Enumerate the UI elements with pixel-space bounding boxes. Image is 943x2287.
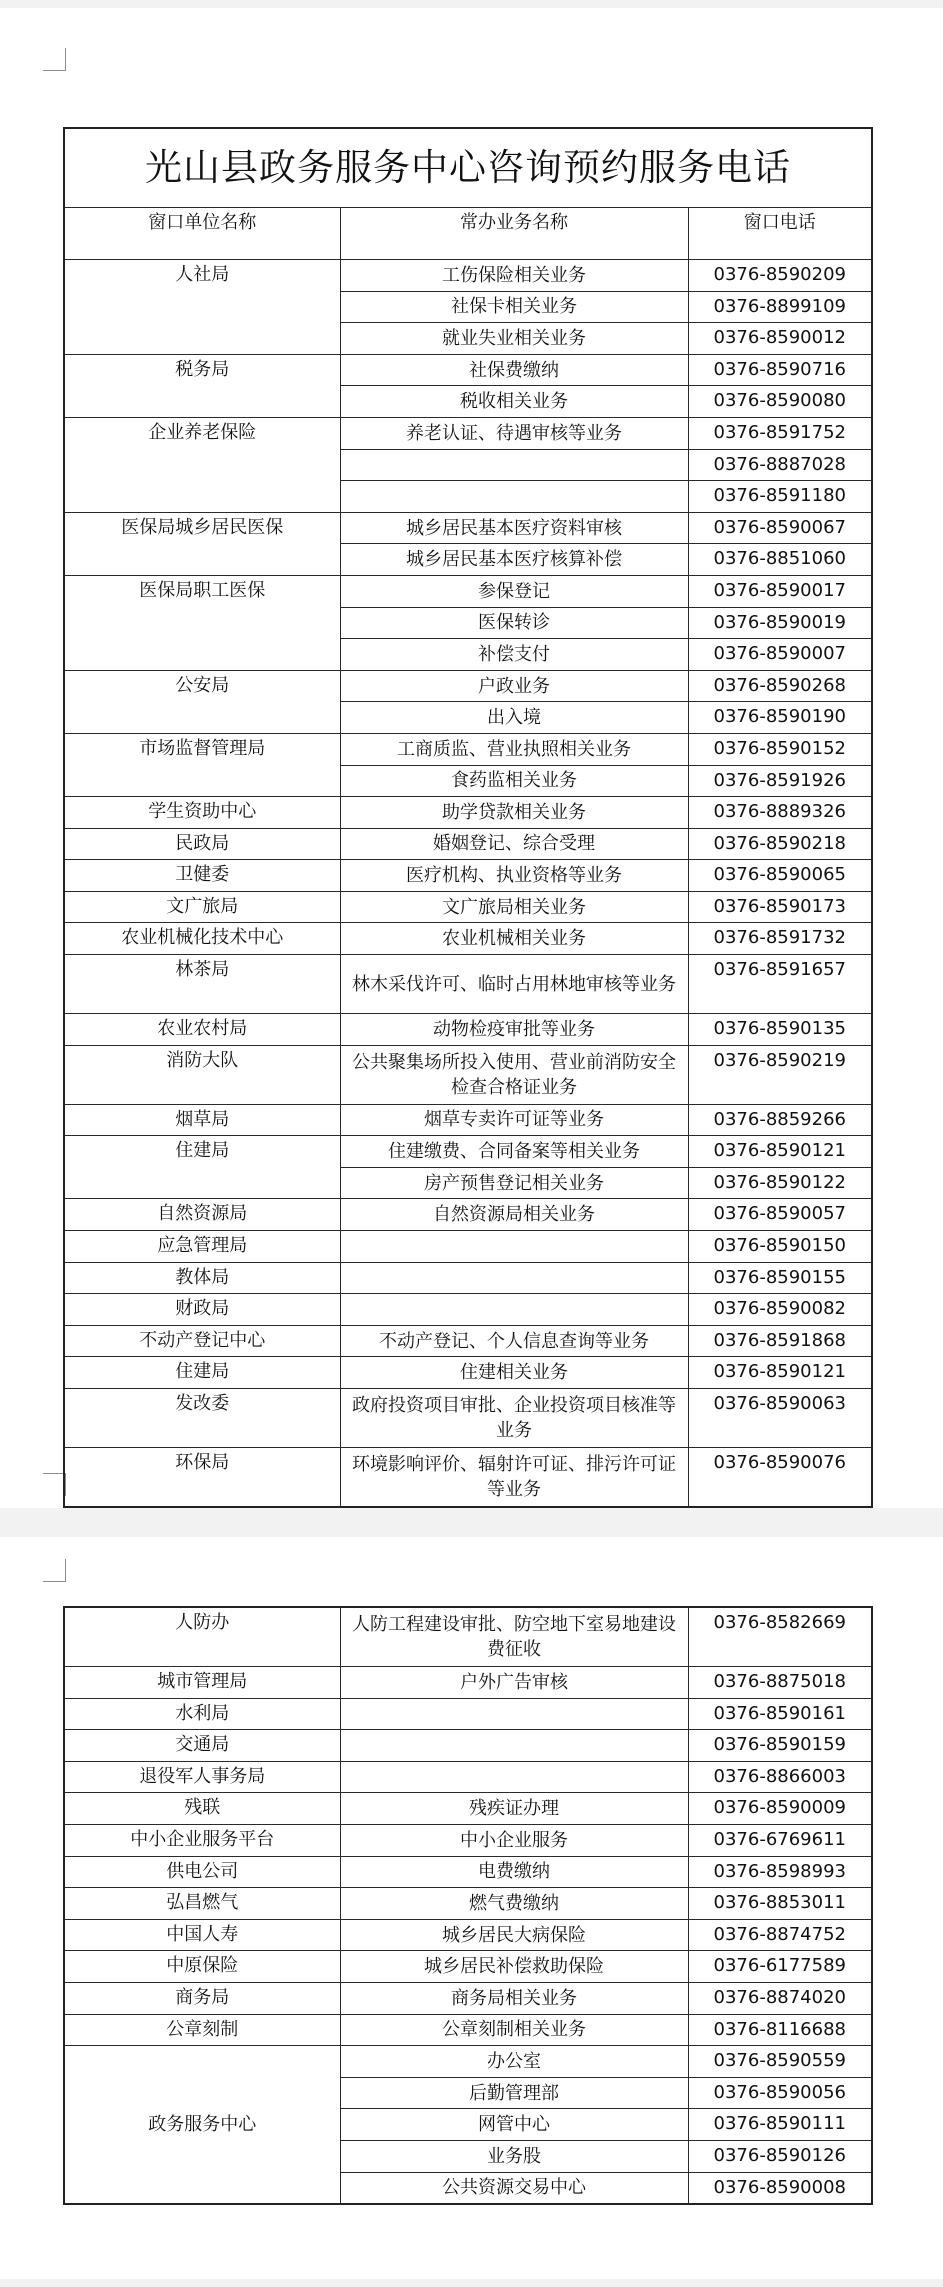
- service-name-cell: 公章刻制相关业务: [340, 2014, 688, 2046]
- phone-number-cell: 0376-8590218: [688, 828, 872, 860]
- phone-number-cell: 0376-8590161: [688, 1698, 872, 1730]
- phone-number-cell: 0376-8591926: [688, 765, 872, 797]
- service-name-cell: 工伤保险相关业务: [340, 260, 688, 292]
- table-row: [64, 2014, 872, 2046]
- table-row: [64, 1730, 872, 1762]
- table-row: [64, 260, 872, 292]
- table-row: [64, 1607, 872, 1667]
- service-name-cell: 环境影响评价、辐射许可证、排污许可证等业务: [340, 1448, 688, 1508]
- unit-name-cell: 消防大队: [64, 1045, 340, 1104]
- table-row: [64, 575, 872, 607]
- phone-number-cell: 0376-8598993: [688, 1856, 872, 1888]
- service-name-cell: 参保登记: [340, 575, 688, 607]
- unit-name-cell: 农业机械化技术中心: [64, 923, 340, 955]
- unit-name-cell: 企业养老保险: [64, 417, 340, 512]
- table-row: [64, 860, 872, 892]
- table-row: [64, 1325, 872, 1357]
- phone-number-cell: 0376-8591657: [688, 955, 872, 1014]
- table-row: [64, 1919, 872, 1951]
- unit-name-cell: 自然资源局: [64, 1199, 340, 1231]
- service-name-cell: [340, 449, 688, 481]
- service-name-cell: 城乡居民补偿救助保险: [340, 1951, 688, 1983]
- phone-number-cell: 0376-8887028: [688, 449, 872, 481]
- page-corner-mark: [43, 48, 66, 71]
- unit-name-cell: 环保局: [64, 1448, 340, 1508]
- phone-number-cell: 0376-8590209: [688, 260, 872, 292]
- phone-number-cell: 0376-8591732: [688, 923, 872, 955]
- unit-name-cell: 卫健委: [64, 860, 340, 892]
- table-row: [64, 1136, 872, 1168]
- page-corner-mark: [43, 1559, 66, 1582]
- service-name-cell: 公共资源交易中心: [340, 2172, 688, 2204]
- service-name-cell: 食药监相关业务: [340, 765, 688, 797]
- phone-number-cell: 0376-8590152: [688, 733, 872, 765]
- phone-number-cell: 0376-8590121: [688, 1357, 872, 1389]
- unit-name-cell: 农业农村局: [64, 1014, 340, 1046]
- table-row: [64, 1389, 872, 1448]
- phone-number-cell: 0376-8590065: [688, 860, 872, 892]
- service-name-cell: 林木采伐许可、临时占用林地审核等业务: [340, 955, 688, 1014]
- service-name-cell: 商务局相关业务: [340, 1982, 688, 2014]
- service-name-cell: [340, 1262, 688, 1294]
- unit-name-cell: 医保局职工医保: [64, 575, 340, 670]
- table-row: [64, 733, 872, 765]
- phone-number-cell: 0376-8590017: [688, 575, 872, 607]
- service-name-cell: [340, 1294, 688, 1326]
- table-row: [64, 1014, 872, 1046]
- service-name-cell: 公共聚集场所投入使用、营业前消防安全检查合格证业务: [340, 1045, 688, 1104]
- unit-name-cell: 文广旅局: [64, 891, 340, 923]
- phone-number-cell: 0376-8875018: [688, 1667, 872, 1699]
- service-name-cell: 医保转诊: [340, 607, 688, 639]
- service-name-cell: 城乡居民基本医疗核算补偿: [340, 544, 688, 576]
- service-name-cell: 政府投资项目审批、企业投资项目核准等业务: [340, 1389, 688, 1448]
- phone-number-cell: 0376-8590009: [688, 1793, 872, 1825]
- phone-number-cell: 0376-8590063: [688, 1389, 872, 1448]
- service-name-cell: 社保卡相关业务: [340, 291, 688, 323]
- service-name-cell: 医疗机构、执业资格等业务: [340, 860, 688, 892]
- unit-name-cell: 残联: [64, 1793, 340, 1825]
- unit-name-cell: 中原保险: [64, 1951, 340, 1983]
- service-name-cell: 婚姻登记、综合受理: [340, 828, 688, 860]
- service-name-cell: 住建缴费、合同备案等相关业务: [340, 1136, 688, 1168]
- unit-name-cell: 烟草局: [64, 1104, 340, 1136]
- phone-number-cell: 0376-8590173: [688, 891, 872, 923]
- phone-number-cell: 0376-8866003: [688, 1761, 872, 1793]
- page-title: 光山县政务服务中心咨询预约服务电话: [64, 128, 872, 208]
- service-name-cell: 就业失业相关业务: [340, 323, 688, 355]
- phone-number-cell: 0376-8889326: [688, 797, 872, 829]
- phone-number-cell: 0376-8116688: [688, 2014, 872, 2046]
- unit-name-cell: 民政局: [64, 828, 340, 860]
- phone-number-cell: 0376-8590111: [688, 2109, 872, 2141]
- phone-number-cell: 0376-8851060: [688, 544, 872, 576]
- phone-number-cell: 0376-8590716: [688, 354, 872, 386]
- phone-number-cell: 0376-8590159: [688, 1730, 872, 1762]
- unit-name-cell: 税务局: [64, 354, 340, 417]
- unit-name-cell: 财政局: [64, 1294, 340, 1326]
- unit-name-cell: 供电公司: [64, 1856, 340, 1888]
- phone-number-cell: 0376-8899109: [688, 291, 872, 323]
- unit-name-cell: 中国人寿: [64, 1919, 340, 1951]
- unit-name-cell: 人社局: [64, 260, 340, 355]
- phone-number-cell: 0376-8590056: [688, 2077, 872, 2109]
- unit-name-cell: 不动产登记中心: [64, 1325, 340, 1357]
- unit-name-cell: 公章刻制: [64, 2014, 340, 2046]
- service-phone-table-continued: [63, 1606, 873, 2205]
- table-row: [64, 923, 872, 955]
- service-name-cell: 城乡居民大病保险: [340, 1919, 688, 1951]
- table-row: [64, 1951, 872, 1983]
- table-row: [64, 1104, 872, 1136]
- service-name-cell: 烟草专卖许可证等业务: [340, 1104, 688, 1136]
- unit-name-cell: 公安局: [64, 670, 340, 733]
- phone-number-cell: 0376-8590080: [688, 386, 872, 418]
- unit-name-cell: 政务服务中心: [64, 2046, 340, 2204]
- phone-number-cell: 0376-8590155: [688, 1262, 872, 1294]
- service-name-cell: [340, 1231, 688, 1263]
- phone-number-cell: 0376-8590008: [688, 2172, 872, 2204]
- table-header-row: [64, 208, 872, 260]
- unit-name-cell: 住建局: [64, 1136, 340, 1199]
- table-row: [64, 797, 872, 829]
- phone-number-cell: 0376-8590121: [688, 1136, 872, 1168]
- phone-number-cell: 0376-8874020: [688, 1982, 872, 2014]
- table-row: [64, 354, 872, 386]
- table-row: [64, 1448, 872, 1508]
- phone-number-cell: 0376-8590012: [688, 323, 872, 355]
- unit-name-cell: 水利局: [64, 1698, 340, 1730]
- unit-name-cell: 交通局: [64, 1730, 340, 1762]
- service-name-cell: [340, 481, 688, 513]
- phone-number-cell: 0376-8590126: [688, 2140, 872, 2172]
- table-row: [64, 1262, 872, 1294]
- phone-number-cell: 0376-8590150: [688, 1231, 872, 1263]
- unit-name-cell: 林茶局: [64, 955, 340, 1014]
- unit-name-cell: 城市管理局: [64, 1667, 340, 1699]
- unit-name-cell: 学生资助中心: [64, 797, 340, 829]
- service-name-cell: 补偿支付: [340, 639, 688, 671]
- unit-name-cell: 医保局城乡居民医保: [64, 512, 340, 575]
- phone-number-cell: 0376-8590057: [688, 1199, 872, 1231]
- service-name-cell: 工商质监、营业执照相关业务: [340, 733, 688, 765]
- table-row: [64, 1199, 872, 1231]
- phone-number-cell: 0376-8582669: [688, 1607, 872, 1667]
- service-name-cell: 中小企业服务: [340, 1824, 688, 1856]
- service-name-cell: 文广旅局相关业务: [340, 891, 688, 923]
- service-name-cell: 燃气费缴纳: [340, 1888, 688, 1920]
- service-name-cell: 自然资源局相关业务: [340, 1199, 688, 1231]
- service-name-cell: 出入境: [340, 702, 688, 734]
- service-name-cell: 社保费缴纳: [340, 354, 688, 386]
- service-name-cell: 人防工程建设审批、防空地下室易地建设费征收: [340, 1607, 688, 1667]
- service-name-cell: 业务股: [340, 2140, 688, 2172]
- unit-name-cell: 退役军人事务局: [64, 1761, 340, 1793]
- service-name-cell: 电费缴纳: [340, 1856, 688, 1888]
- service-name-cell: 房产预售登记相关业务: [340, 1167, 688, 1199]
- service-name-cell: 助学贷款相关业务: [340, 797, 688, 829]
- phone-number-cell: 0376-8590019: [688, 607, 872, 639]
- column-header-unit: 窗口单位名称: [64, 208, 340, 260]
- unit-name-cell: 中小企业服务平台: [64, 1824, 340, 1856]
- phone-number-cell: 0376-6769611: [688, 1824, 872, 1856]
- phone-number-cell: 0376-8590067: [688, 512, 872, 544]
- service-name-cell: 残疾证办理: [340, 1793, 688, 1825]
- service-name-cell: 办公室: [340, 2046, 688, 2078]
- phone-number-cell: 0376-6177589: [688, 1951, 872, 1983]
- table-row: [64, 417, 872, 449]
- phone-number-cell: 0376-8590135: [688, 1014, 872, 1046]
- phone-number-cell: 0376-8590122: [688, 1167, 872, 1199]
- phone-number-cell: 0376-8591752: [688, 417, 872, 449]
- table-row: [64, 955, 872, 1014]
- phone-number-cell: 0376-8590559: [688, 2046, 872, 2078]
- phone-number-cell: 0376-8590268: [688, 670, 872, 702]
- service-name-cell: 税收相关业务: [340, 386, 688, 418]
- service-name-cell: 住建相关业务: [340, 1357, 688, 1389]
- phone-number-cell: 0376-8590007: [688, 639, 872, 671]
- service-name-cell: [340, 1761, 688, 1793]
- phone-number-cell: 0376-8590190: [688, 702, 872, 734]
- table-row: [64, 1667, 872, 1699]
- table-row: [64, 1294, 872, 1326]
- phone-number-cell: 0376-8590082: [688, 1294, 872, 1326]
- table-row: [64, 2046, 872, 2078]
- unit-name-cell: 市场监督管理局: [64, 733, 340, 796]
- table-row: [64, 670, 872, 702]
- service-name-cell: [340, 1698, 688, 1730]
- service-name-cell: 动物检疫审批等业务: [340, 1014, 688, 1046]
- table-row: [64, 1231, 872, 1263]
- service-name-cell: 后勤管理部: [340, 2077, 688, 2109]
- phone-number-cell: 0376-8874752: [688, 1919, 872, 1951]
- table-row: [64, 891, 872, 923]
- table-row: [64, 1761, 872, 1793]
- table-row: [64, 1824, 872, 1856]
- column-header-phone: 窗口电话: [688, 208, 872, 260]
- phone-number-cell: 0376-8591868: [688, 1325, 872, 1357]
- unit-name-cell: 住建局: [64, 1357, 340, 1389]
- unit-name-cell: 教体局: [64, 1262, 340, 1294]
- unit-name-cell: 人防办: [64, 1607, 340, 1667]
- phone-number-cell: 0376-8590219: [688, 1045, 872, 1104]
- service-name-cell: 养老认证、待遇审核等业务: [340, 417, 688, 449]
- unit-name-cell: 发改委: [64, 1389, 340, 1448]
- phone-number-cell: 0376-8591180: [688, 481, 872, 513]
- table-row: [64, 1793, 872, 1825]
- service-name-cell: 农业机械相关业务: [340, 923, 688, 955]
- table-row: [64, 1982, 872, 2014]
- service-name-cell: 网管中心: [340, 2109, 688, 2141]
- phone-number-cell: 0376-8853011: [688, 1888, 872, 1920]
- table-row: [64, 512, 872, 544]
- service-name-cell: [340, 1730, 688, 1762]
- service-name-cell: 不动产登记、个人信息查询等业务: [340, 1325, 688, 1357]
- phone-number-cell: 0376-8590076: [688, 1448, 872, 1508]
- phone-number-cell: 0376-8859266: [688, 1104, 872, 1136]
- service-name-cell: 户政业务: [340, 670, 688, 702]
- table-row: [64, 1045, 872, 1104]
- column-header-service: 常办业务名称: [340, 208, 688, 260]
- table-row: [64, 828, 872, 860]
- service-name-cell: 城乡居民基本医疗资料审核: [340, 512, 688, 544]
- table-row: [64, 1357, 872, 1389]
- table-row: [64, 1888, 872, 1920]
- unit-name-cell: 弘昌燃气: [64, 1888, 340, 1920]
- service-phone-table: [63, 127, 873, 1508]
- service-name-cell: 户外广告审核: [340, 1667, 688, 1699]
- unit-name-cell: 商务局: [64, 1982, 340, 2014]
- unit-name-cell: 应急管理局: [64, 1231, 340, 1263]
- table-row: [64, 1856, 872, 1888]
- table-row: [64, 1698, 872, 1730]
